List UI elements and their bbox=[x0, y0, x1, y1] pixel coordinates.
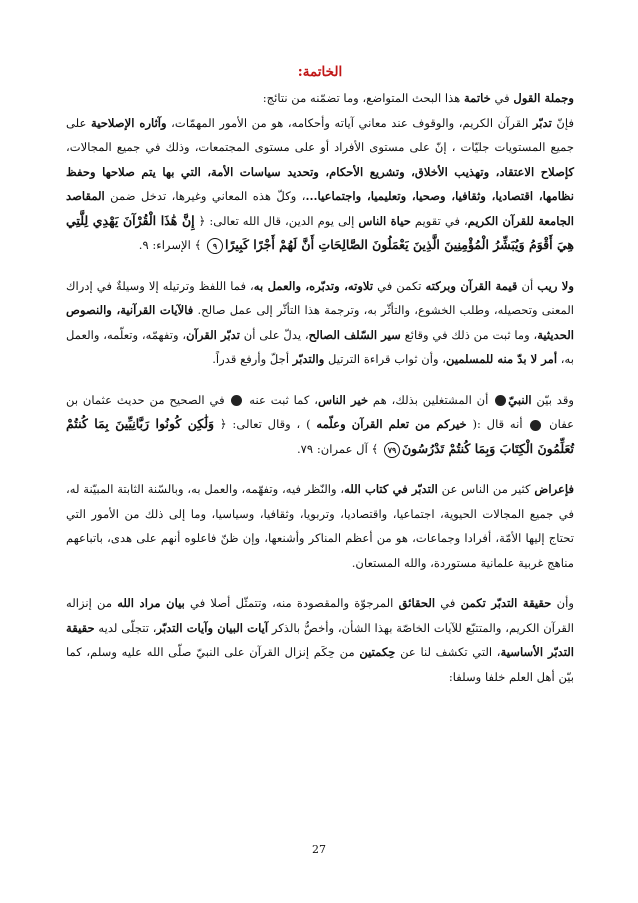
text-run: أن bbox=[517, 278, 538, 293]
text-run: في bbox=[435, 596, 461, 610]
bold-text: فالآيات القرآنية، والنصوص الحديثية bbox=[66, 303, 574, 342]
body-text bbox=[66, 86, 574, 689]
bold-text: وآثاره الإصلاحية bbox=[90, 115, 167, 130]
text-run: كثير من الناس عن bbox=[437, 482, 535, 496]
bold-text: حياة الناس bbox=[358, 213, 411, 228]
bold-text: النبيّ bbox=[508, 392, 532, 407]
bold-text: خير الناس bbox=[317, 392, 369, 407]
quran-verse: وَلَٰكِن كُونُوا رَبَّانِيِّينَ بِمَا كُنتُمْ تُعَلِّمُونَ الْكِتَابَ وَبِمَا كُنتُمْ تَدْرُسُونَ bbox=[66, 416, 574, 456]
bold-text: المقاصد الجامعة للقرآن الكريم bbox=[66, 189, 575, 228]
text-run: في bbox=[490, 91, 514, 105]
bold-text: الحقائق bbox=[398, 596, 436, 610]
bold-text: خاتمة bbox=[463, 91, 491, 105]
bold-text: فإعراض bbox=[534, 482, 574, 496]
text-run: المرجوّة والمقصودة منه، وتتمثّل أصلا في bbox=[184, 596, 399, 610]
text-run: ﴾ آل عمران: ٧٩. bbox=[296, 441, 382, 456]
text-run: ، وتفهمّه، وتعلّمه، والعمل به، bbox=[66, 327, 574, 366]
text-run: ) ، وقال تعالى: ﴿ bbox=[214, 417, 317, 431]
text-run: ، والنّظر فيه، وتفهّمه، والعمل به، وبالسّنة الثابتة المبيّنة له، في جميع المجالات الحيوية، اجتماعيا، واقتصاديا، وتربويا، وثقافيا، وسياسيا، وما إلى ذلك من الأمور التي تحتاج إليها الأمّة، أفرادا وجماعات، هو من أعظم المناكر وأشنعها، وإن ظنّ فاعلوه أنهم على هدى، باتباعهم مناهج غربية علمانية مستوردة، والله المستعان. bbox=[66, 482, 574, 570]
text-run: فإنّ bbox=[551, 115, 574, 130]
ayah-number-marker: ٧٩ bbox=[384, 442, 400, 458]
bold-text: حقيقة التدبّر الأساسية bbox=[66, 620, 574, 659]
text-run: إلى يوم الدين، قال الله تعالى: ﴿ bbox=[194, 213, 359, 228]
text-run: أجلّ وأرفع قدراً. bbox=[212, 352, 293, 366]
paragraph-gap bbox=[66, 575, 574, 591]
text-run: من إنزاله القرآن الكريم، والمتتبّع للآيات الخاصّة بهذا الشأن، وأخصُّ بالذكر bbox=[66, 596, 574, 635]
text-run: في الصحيح من حديث عثمان بن عفان bbox=[66, 392, 574, 431]
text-run: وأن bbox=[551, 596, 574, 610]
paragraph bbox=[66, 477, 574, 575]
text-run: أن المشتغلين بذلك، هم bbox=[368, 392, 494, 407]
bold-text: بيان مراد الله bbox=[117, 596, 185, 610]
bold-text: حقيقة التدبّر تكمن bbox=[460, 596, 552, 610]
bold-text: والتدبّر bbox=[292, 352, 325, 366]
text-run: ، تتجلّى لديه bbox=[94, 620, 157, 635]
text-run: تكمن في bbox=[373, 278, 426, 293]
bold-text: وجملة القول bbox=[513, 91, 574, 105]
paragraph bbox=[66, 86, 574, 111]
text-run: أنه قال :( bbox=[466, 417, 529, 431]
text-run: على جميع المستويات جليّات ، إنّ على مستوى الأفراد أو على مستوى المجتمعات، وذلك في جميع المجالات، bbox=[66, 115, 574, 154]
bold-text: كإصلاح الاعتقاد، وتهذيب الأخلاق، وتشريع الأحكام، وتحديد سياسات الأمة، التي بها يتم صلاحها وحفظ نظامها، اقتصاديا، وثقافيا، وصحيا، وتعليميا، واجتماعيا... bbox=[66, 164, 574, 203]
text-run: من حِكَم إنزال القرآن على النبيّ صلّى الله عليه وسلم، كما بيّن أهل العلم خلفا وسلفا: bbox=[66, 645, 574, 684]
bold-text: قيمة القرآن وبركته bbox=[425, 278, 518, 293]
text-run: وقد بيّن bbox=[531, 392, 574, 407]
bold-text: التدبّر في كتاب الله bbox=[344, 482, 438, 496]
text-run: القرآن الكريم، والوقوف عند معاني آياته وأحكامه، هو من الأمور المهمّات، bbox=[166, 115, 533, 130]
text-run: ﴾ الإسراء: ٩. bbox=[138, 238, 206, 252]
bold-text: تدبّر القرآن bbox=[186, 327, 240, 342]
page-number: 27 bbox=[312, 843, 326, 856]
text-run: ، وما ثبت من ذلك في وقائع bbox=[400, 327, 538, 342]
bold-text: حِكمتين bbox=[359, 645, 396, 659]
paragraph-gap bbox=[66, 461, 574, 477]
bold-text: تدبّر bbox=[532, 115, 552, 130]
bold-text: تلاوته، وتدبّره، والعمل به bbox=[253, 278, 374, 293]
text-run: هذا البحث المتواضع، وما تضمّنه من نتائج: bbox=[262, 91, 464, 105]
text-run: ، كما ثبت عنه bbox=[244, 392, 318, 407]
text-run: ، التي تكشف لنا عن bbox=[395, 645, 501, 659]
ayah-number-marker: ٩ bbox=[207, 238, 223, 254]
bold-text: آيات البيان وآيات التدبّر bbox=[156, 620, 269, 635]
page-title: الخاتمة: bbox=[297, 64, 343, 80]
bold-text: خيركم من تعلم القرآن وعلّمه bbox=[316, 417, 467, 431]
text-run: ، وأن ثواب قراءة الترتيل bbox=[324, 352, 447, 366]
paragraph bbox=[66, 111, 574, 258]
text-run: ، يدلّ على أن bbox=[239, 327, 309, 342]
bold-text: سير السّلف الصالح bbox=[308, 327, 401, 342]
honorific-glyph-icon bbox=[231, 395, 242, 406]
text-run: ، في تقويم bbox=[410, 213, 468, 228]
text-run: ، فما اللفظ وترتيله إلا وسيلةٌ في إدراك المعنى وتحصيله، وطلب الخشوع، والتأثّر به، وترجمة هذا التأثّر إلى عمل صالح. bbox=[66, 278, 574, 317]
text-run: ، وكلّ هذه المعاني وغيرها، تدخل ضمن bbox=[104, 189, 306, 203]
page-content bbox=[66, 60, 574, 689]
paragraph-gap bbox=[66, 258, 574, 274]
honorific-glyph-icon bbox=[530, 420, 541, 431]
quran-verse: إِنَّ هَٰذَا الْقُرْآنَ يَهْدِي لِلَّتِي هِيَ أَقْوَمُ وَيُبَشِّرُ الْمُؤْمِنِينَ الَّذِينَ يَعْمَلُونَ الصَّالِحَاتِ أَنَّ لَهُمْ أَجْرًا كَبِيرًا bbox=[66, 212, 574, 252]
paragraph bbox=[66, 274, 574, 372]
paragraph-gap bbox=[66, 372, 574, 388]
honorific-glyph-icon bbox=[495, 395, 506, 406]
bold-text: ولا ريب bbox=[537, 278, 574, 293]
paragraph bbox=[66, 591, 574, 689]
bold-text: أمر لا بدّ منه للمسلمين bbox=[446, 352, 558, 366]
paragraph bbox=[66, 388, 574, 462]
